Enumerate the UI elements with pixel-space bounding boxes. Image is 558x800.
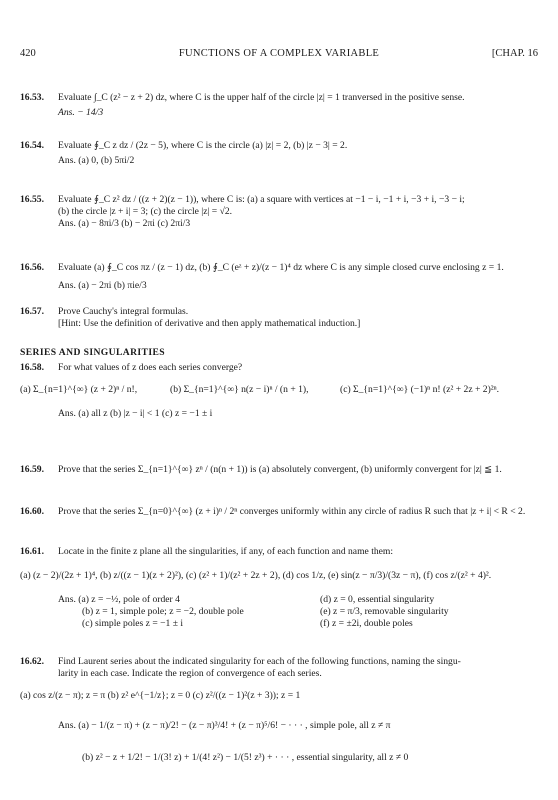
problem-16-54 xyxy=(20,140,540,167)
problem-16-58 xyxy=(20,362,540,420)
problem-16-59 xyxy=(20,464,540,476)
problem-number: 16.57. xyxy=(20,306,44,317)
series-a: (a) Σ_{n=1}^{∞} (z + 2)ⁿ / n!, xyxy=(20,384,138,395)
problem-text: Prove that the series Σ_{n=1}^{∞} zⁿ / (n(n + 1)) is (a) absolutely convergent, (b) uniformly convergent for |z| ≦ 1. xyxy=(58,464,502,475)
answer: Ans. (a) all z (b) |z − i| < 1 (c) z = −1 ± i xyxy=(58,408,213,419)
problem-16-55 xyxy=(20,194,540,230)
answer-b: (b) z = 1, simple pole; z = −2, double pole xyxy=(82,606,244,617)
problem-number: 16.54. xyxy=(20,140,44,151)
problem-text: Locate in the finite z plane all the singularities, if any, of each function and name them: xyxy=(58,546,394,557)
running-title: FUNCTIONS OF A COMPLEX VARIABLE xyxy=(178,48,380,59)
problem-16-61 xyxy=(20,546,540,630)
answer: Ans. (a) 0, (b) 5πi/2 xyxy=(58,155,135,166)
answer-f: (f) z = ±2i, double poles xyxy=(320,618,413,629)
problem-number: 16.62. xyxy=(20,656,44,667)
problem-16-53 xyxy=(20,92,540,119)
problem-number: 16.59. xyxy=(20,464,44,475)
answer-b: (b) z² − z + 1/2! − 1/(3! z) + 1/(4! z²) − 1/(5! z³) + · · · , essential singularity, all z ≠ 0 xyxy=(82,752,409,763)
problem-text: Find Laurent series about the indicated singularity for each of the following functions, naming the singu- xyxy=(58,656,461,667)
problem-text: Prove that the series Σ_{n=0}^{∞} (z + i)ⁿ / 2ⁿ converges uniformly within any circle of radius R such that |z + i| < R < 2. xyxy=(58,506,526,517)
page-number: 420 xyxy=(20,48,36,59)
problem-number: 16.56. xyxy=(20,262,44,273)
answer-d: (d) z = 0, essential singularity xyxy=(320,594,435,605)
problem-number: 16.55. xyxy=(20,194,44,205)
answer: Ans. − 14/3 xyxy=(58,107,104,118)
problem-number: 16.58. xyxy=(20,362,44,373)
series-c: (c) Σ_{n=1}^{∞} (−1)ⁿ n! (z² + 2z + 2)²ⁿ. xyxy=(340,384,500,395)
section-heading: SERIES AND SINGULARITIES xyxy=(20,347,166,358)
functions-list: (a) cos z/(z − π); z = π (b) z² e^{−1/z}; z = 0 (c) z²/((z − 1)²(z + 3)); z = 1 xyxy=(20,690,301,701)
hint: [Hint: Use the definition of derivative and then apply mathematical induction.] xyxy=(58,318,361,329)
answer-a: Ans. (a) z = −½, pole of order 4 xyxy=(58,594,180,605)
problem-text: Evaluate ∫_C (z² − z + 2) dz, where C is the upper half of the circle |z| = 1 tranversed in the positive sense. xyxy=(58,92,465,103)
problem-text: Evaluate (a) ∮_C cos πz / (z − 1) dz, (b) ∮_C (eᶻ + z)/(z − 1)⁴ dz where C is any simple closed curve enclosing z = 1. xyxy=(58,262,504,273)
problem-text: Evaluate ∮_C z dz / (2z − 5), where C is the circle (a) |z| = 2, (b) |z − 3| = 2. xyxy=(58,140,348,151)
series-b: (b) Σ_{n=1}^{∞} n(z − i)ⁿ / (n + 1), xyxy=(170,384,309,395)
answer-a: Ans. (a) − 1/(z − π) + (z − π)/2! − (z − π)³/4! + (z − π)⁵/6! − · · · , simple pole, all z ≠ π xyxy=(58,720,391,731)
problem-16-62 xyxy=(20,656,540,764)
problem-16-60 xyxy=(20,506,540,518)
problem-number: 16.60. xyxy=(20,506,44,517)
answer: Ans. (a) − 2πi (b) πie/3 xyxy=(58,280,147,291)
problem-text: Evaluate ∮_C z² dz / ((z + 2)(z − 1)), where C is: (a) a square with vertices at −1 − i, −1 + i, −3 + i, −3 − i; xyxy=(58,194,465,205)
problem-text-cont: (b) the circle |z + i| = 3; (c) the circle |z| = √2. xyxy=(58,206,233,217)
answer-c: (c) simple poles z = −1 ± i xyxy=(82,618,184,629)
problem-text: For what values of z does each series converge? xyxy=(58,362,243,373)
functions-list: (a) (z − 2)/(2z + 1)⁴, (b) z/((z − 1)(z + 2)²), (c) (z² + 1)/(z² + 2z + 2), (d) cos 1/z, (e) sin(z − π/3)/(3z − π), (f) cos z/(z² + 4)². xyxy=(20,570,492,581)
chapter-label: [CHAP. 16 xyxy=(491,48,538,59)
problem-number: 16.53. xyxy=(20,92,44,103)
problem-text: Prove Cauchy's integral formulas. xyxy=(58,306,189,317)
problem-text-cont: larity in each case. Indicate the region of convergence of each series. xyxy=(58,668,322,679)
problem-16-56 xyxy=(20,262,540,292)
answer-e: (e) z = π/3, removable singularity xyxy=(320,606,449,617)
page-header xyxy=(20,48,538,62)
problem-16-57 xyxy=(20,306,540,330)
problem-number: 16.61. xyxy=(20,546,44,557)
answer: Ans. (a) − 8πi/3 (b) − 2πi (c) 2πi/3 xyxy=(58,218,191,229)
